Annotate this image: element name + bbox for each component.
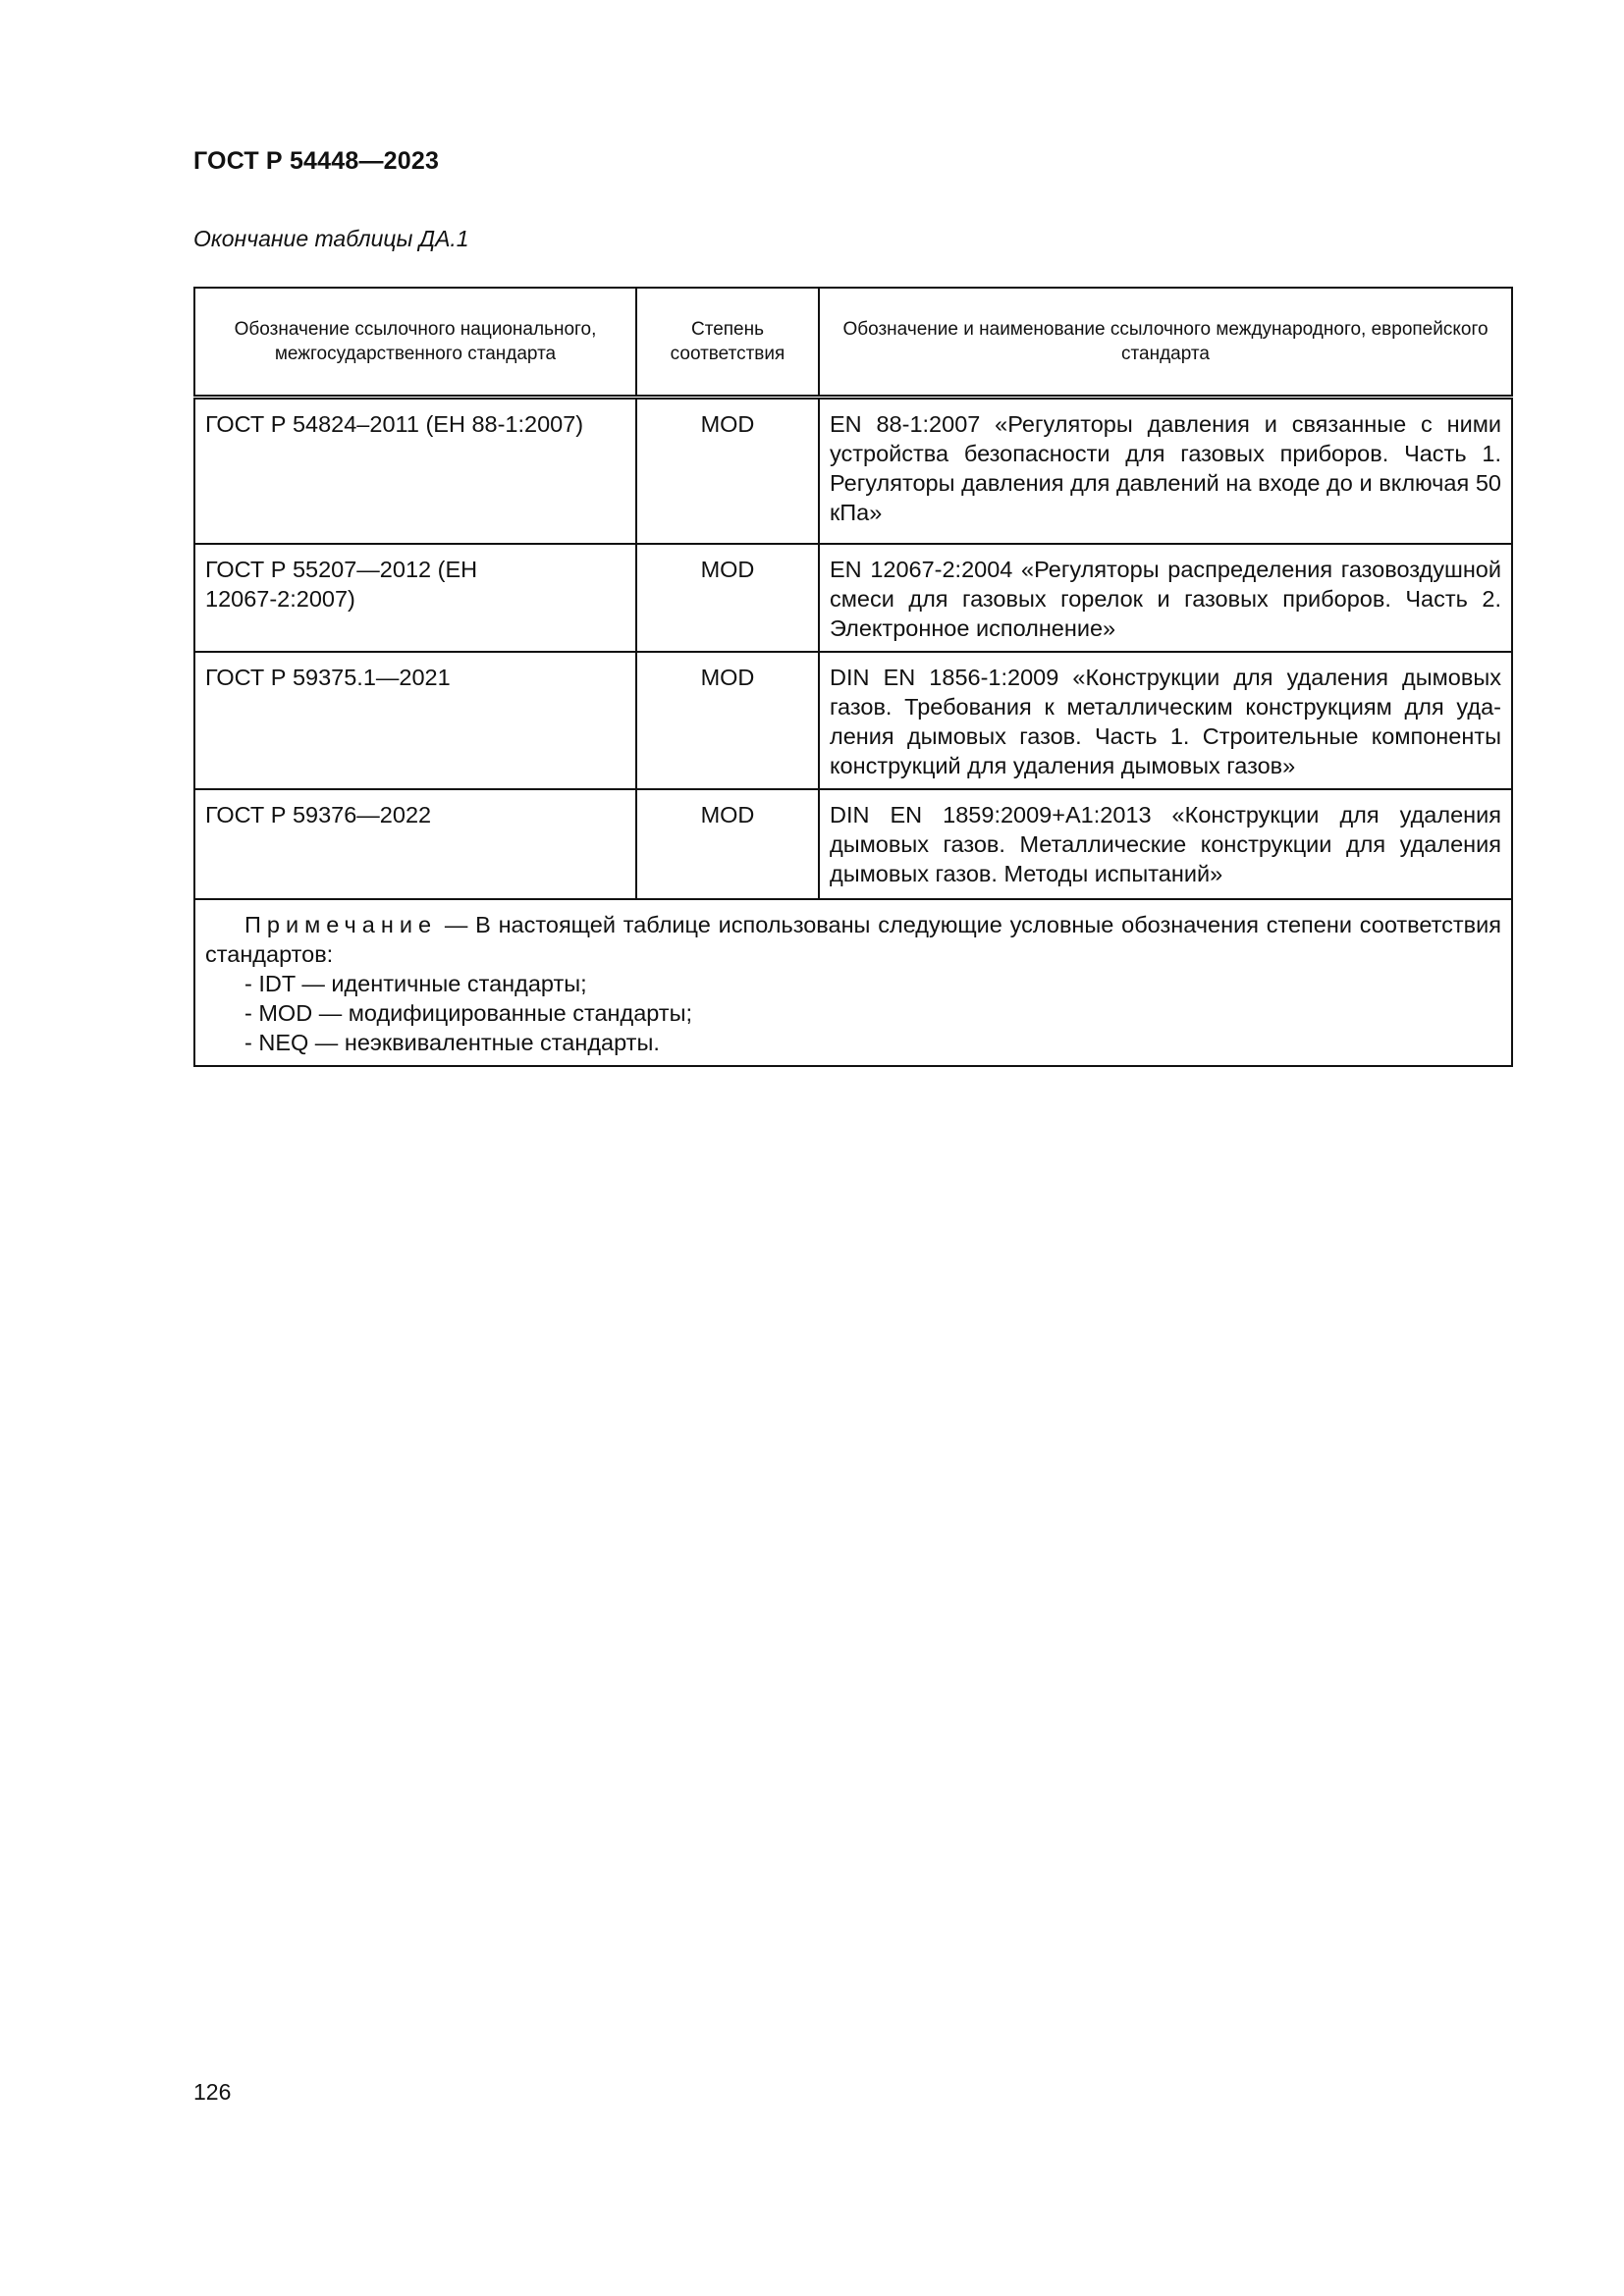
reference-standards-table xyxy=(193,287,1513,1067)
degree-cell: MOD xyxy=(636,789,819,899)
international-standard-cell: DIN EN 1859:2009+A1:2013 «Конструкции для удаления дымовых газов. Металлические конструкции для удаления дымовых газов. Методы испытаний» xyxy=(819,789,1512,899)
list-item: - MOD — модифицированные стандарты; xyxy=(244,1000,693,1026)
international-standard-cell: EN 12067-2:2004 «Регуляторы распределения газовоздушной смеси для газовых горелок и газовых приборов. Часть 2. Электронное исполнение» xyxy=(819,544,1512,652)
note-label: Примечание xyxy=(244,912,438,937)
table-row xyxy=(194,544,1512,652)
table-row xyxy=(194,789,1512,899)
note-text: — В настоящей таблице использованы следующие условные обозначения степени соответствия стандартов: xyxy=(205,912,1501,967)
table-row xyxy=(194,652,1512,789)
international-standard-cell: EN 88-1:2007 «Регуляторы давления и связанные с ними устройства безопасности для газовых приборов. Часть 1. Регуляторы давления для давлений на входе до и включая 50 кПа» xyxy=(819,398,1512,545)
column-header-national: Обозначение ссылочного национального, межгосударственного стандарта xyxy=(194,288,636,398)
page-number: 126 xyxy=(193,2079,232,2105)
table-note xyxy=(194,899,1512,1066)
degree-cell: MOD xyxy=(636,544,819,652)
national-standard-cell: ГОСТ Р 55207—2012 (ЕН 12067-2:2007) xyxy=(194,544,636,652)
national-standard-cell: ГОСТ Р 59376—2022 xyxy=(194,789,636,899)
note-lead xyxy=(205,910,1501,969)
table-caption: Окончание таблицы ДА.1 xyxy=(193,226,469,251)
column-header-international: Обозначение и наименование ссылочного международного, европейского стандарта xyxy=(819,288,1512,398)
table-note-row xyxy=(194,899,1512,1066)
note-list xyxy=(205,969,1501,1057)
degree-cell: MOD xyxy=(636,652,819,789)
national-standard-cell: ГОСТ Р 59375.1—2021 xyxy=(194,652,636,789)
table-header-row xyxy=(194,288,1512,398)
international-standard-cell: DIN EN 1856-1:2009 «Конструкции для удаления дымовых газов. Требования к металлическим конструкциям для удаления дымовых газов. Часть 1. Строительные компоненты конструкций для удаления дымовых газов» xyxy=(819,652,1512,789)
list-item: - IDT — идентичные стандарты; xyxy=(244,971,587,996)
table-row xyxy=(194,398,1512,545)
document-code: ГОСТ Р 54448—2023 xyxy=(193,147,440,175)
degree-cell: MOD xyxy=(636,398,819,545)
column-header-degree: Степень соответствия xyxy=(636,288,819,398)
list-item: - NEQ — неэквивалентные стандарты. xyxy=(244,1030,660,1055)
national-standard-cell: ГОСТ Р 54824–2011 (ЕН 88-1:2007) xyxy=(194,398,636,545)
